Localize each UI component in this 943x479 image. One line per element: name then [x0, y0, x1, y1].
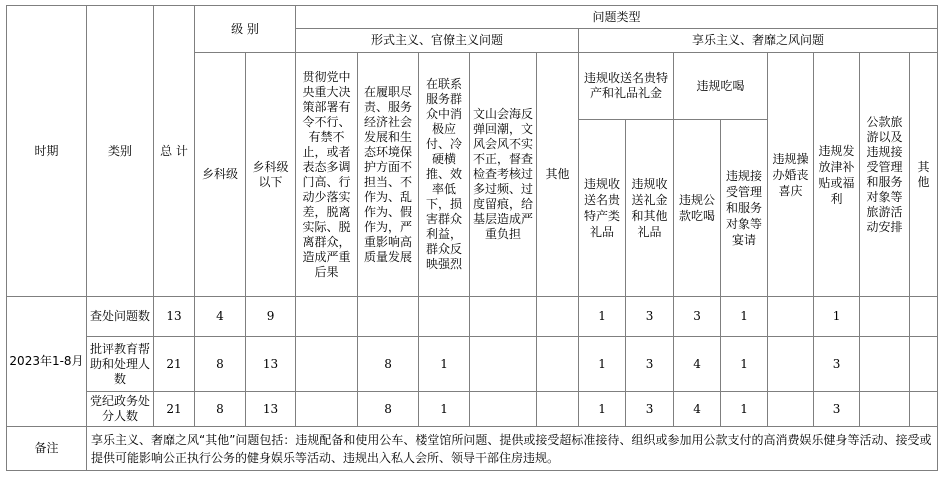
header-gifts: 违规收送名贵特产和礼品礼金 [579, 53, 674, 120]
note-text: 享乐主义、奢靡之风“其他”问题包括：违规配备和使用公车、楼堂馆所问题、提供或接受超标准接待、组织或参加用公款支付的高消费娱乐健身等活动、接受或提供可能影响公正执行公务的健身娱乐等活动、违规出入私人会所、领导干部住房违规。 [87, 427, 938, 471]
header-eating-public: 违规公款吃喝 [674, 120, 721, 297]
cell-f-other [537, 392, 579, 427]
cell-subsidy: 3 [814, 392, 860, 427]
header-gifts-cash: 违规收送礼金和其他礼品 [626, 120, 674, 297]
header-level-township: 乡科级 [195, 53, 246, 297]
period-cell: 2023年1-8月 [7, 297, 87, 427]
cell-f-other [537, 297, 579, 337]
cell-wedding [768, 337, 814, 392]
note-label: 备注 [7, 427, 87, 471]
cell-g2: 3 [626, 297, 674, 337]
cell-f2: 8 [358, 337, 419, 392]
header-hedonism: 享乐主义、奢靡之风问题 [579, 29, 938, 53]
header-subsidy: 违规发放津补贴或福利 [814, 53, 860, 297]
cell-total: 21 [154, 392, 195, 427]
cell-township: 8 [195, 337, 246, 392]
header-level: 级 别 [195, 6, 296, 53]
header-problem-type: 问题类型 [296, 6, 938, 29]
header-total: 总 计 [154, 6, 195, 297]
cell-e2: 1 [721, 392, 768, 427]
cell-g1: 1 [579, 297, 626, 337]
header-formalism: 形式主义、官僚主义问题 [296, 29, 579, 53]
cell-f3: 1 [419, 337, 470, 392]
header-formalism-4: 文山会海反弹回潮，文风会风不实不正，督查检查考核过多过频、过度留痕，给基层造成严重负担 [470, 53, 537, 297]
cell-e1: 3 [674, 297, 721, 337]
header-eating: 违规吃喝 [674, 53, 768, 120]
cell-h-other [910, 337, 938, 392]
header-formalism-other: 其他 [537, 53, 579, 297]
cell-f3: 1 [419, 392, 470, 427]
cell-f1 [296, 392, 358, 427]
cell-travel [860, 297, 910, 337]
note-row [7, 427, 938, 471]
cell-below: 9 [246, 297, 296, 337]
row-label: 党纪政务处分人数 [87, 392, 154, 427]
cell-below: 13 [246, 392, 296, 427]
cell-e2: 1 [721, 297, 768, 337]
cell-township: 8 [195, 392, 246, 427]
cell-h-other [910, 297, 938, 337]
header-gifts-specialty: 违规收送名贵特产类礼品 [579, 120, 626, 297]
cell-f-other [537, 337, 579, 392]
statistics-table [6, 5, 938, 471]
cell-f1 [296, 297, 358, 337]
table-row [7, 392, 938, 427]
cell-total: 13 [154, 297, 195, 337]
cell-subsidy: 1 [814, 297, 860, 337]
cell-e1: 4 [674, 392, 721, 427]
cell-e2: 1 [721, 337, 768, 392]
cell-travel [860, 337, 910, 392]
header-formalism-3: 在联系服务群众中消极应付、冷硬横推、效率低下，损害群众利益，群众反映强烈 [419, 53, 470, 297]
table-row [7, 337, 938, 392]
cell-h-other [910, 392, 938, 427]
cell-f4 [470, 392, 537, 427]
header-formalism-2: 在履职尽责、服务经济社会发展和生态环境保护方面不担当、不作为、乱作为、假作为，严重影响高质量发展 [358, 53, 419, 297]
cell-f4 [470, 337, 537, 392]
cell-g1: 1 [579, 337, 626, 392]
cell-township: 4 [195, 297, 246, 337]
row-label: 批评教育帮助和处理人数 [87, 337, 154, 392]
header-period: 时期 [7, 6, 87, 297]
cell-f2: 8 [358, 392, 419, 427]
cell-f2 [358, 297, 419, 337]
cell-f3 [419, 297, 470, 337]
cell-f1 [296, 337, 358, 392]
cell-travel [860, 392, 910, 427]
cell-g1: 1 [579, 392, 626, 427]
row-label: 查处问题数 [87, 297, 154, 337]
header-hedonism-other: 其他 [910, 53, 938, 297]
header-level-below: 乡科级以下 [246, 53, 296, 297]
cell-g2: 3 [626, 337, 674, 392]
cell-below: 13 [246, 337, 296, 392]
cell-f4 [470, 297, 537, 337]
table-row [7, 297, 938, 337]
cell-wedding [768, 392, 814, 427]
cell-total: 21 [154, 337, 195, 392]
cell-wedding [768, 297, 814, 337]
header-formalism-1: 贯彻党中央重大决策部署有令不行、有禁不止，或者表态多调门高、行动少落实差，脱离实际、脱离群众，造成严重后果 [296, 53, 358, 297]
header-category: 类别 [87, 6, 154, 297]
header-wedding: 违规操办婚丧喜庆 [768, 53, 814, 297]
cell-e1: 4 [674, 337, 721, 392]
cell-subsidy: 3 [814, 337, 860, 392]
header-travel: 公款旅游以及违规接受管理和服务对象等旅游活动安排 [860, 53, 910, 297]
cell-g2: 3 [626, 392, 674, 427]
header-eating-banquet: 违规接受管理和服务对象等宴请 [721, 120, 768, 297]
